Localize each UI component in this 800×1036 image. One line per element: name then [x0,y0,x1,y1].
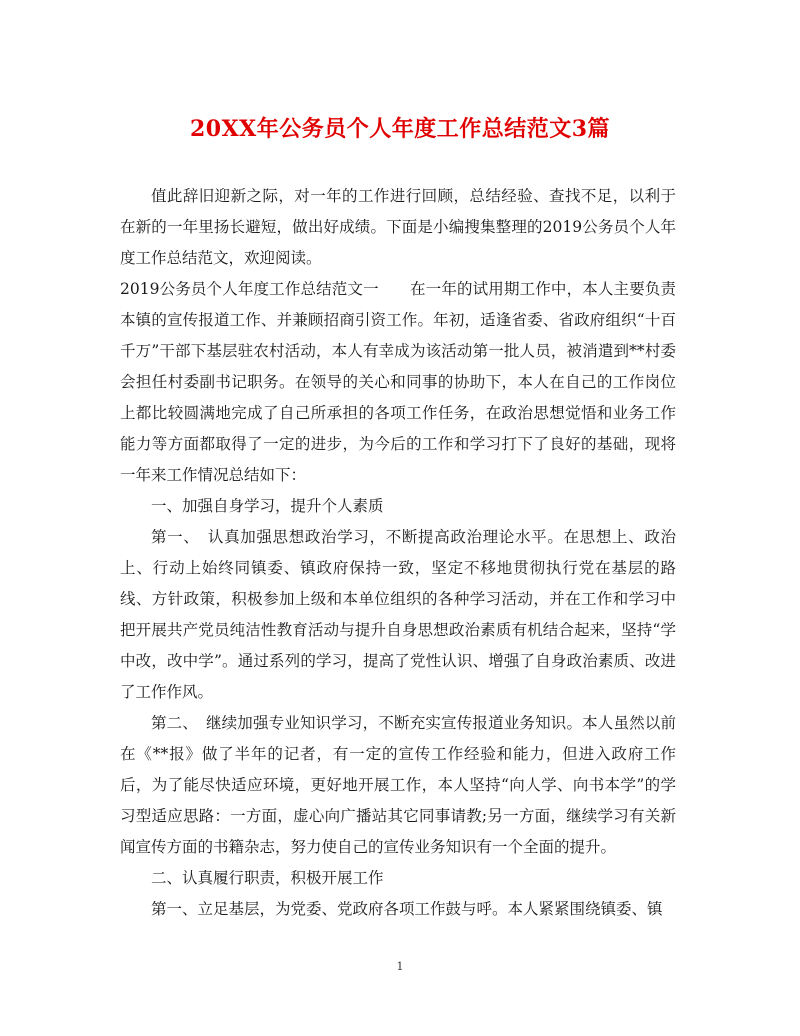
paragraph-intro: 值此辞旧迎新之际，对一年的工作进行回顾，总结经验、查找不足，以利于在新的一年里扬长避短，做出好成绩。下面是小编搜集整理的2019公务员个人年度工作总结范文，欢迎阅读。 [120,187,676,267]
heading-perform-duties: 二、认真履行职责，积极开展工作 [151,869,384,887]
paragraph-first-grassroots: 第一、立足基层，为党委、党政府各项工作鼓与呼。本人紧紧围绕镇委、镇 [151,900,663,918]
page-number: 1 [396,960,404,973]
heading-strengthen-study: 一、加强自身学习，提升个人素质 [151,497,384,515]
paragraph-first-political-study: 第一、 认真加强思想政治学习，不断提高政治理论水平。在思想上、政治上、行动上始终同镇委、镇政府保持一致，坚定不移地贯彻执行党在基层的路线、方针政策，积极参加上级和本单位组织的各种学习活动，并在工作和学习中把开展共产党员纯洁性教育活动与提升自身思想政治素质有机结合起来，坚持“学中改，改中学”。通过系列的学习，提高了党性认识、增强了自身政治素质、改进了工作作风。 [120,528,676,701]
paragraph-second-professional-study: 第二、 继续加强专业知识学习，不断充实宣传报道业务知识。本人虽然以前在《**报》做了半年的记者，有一定的宣传工作经验和能力，但进入政府工作后，为了能尽快适应环境，更好地开展工作，本人坚持“向人学、向书本学”的学习型适应思路：一方面，虚心向广播站其它同事请教;另一方面，继续学习有关新闻宣传方面的书籍杂志，努力使自己的宣传业务知识有一个全面的提升。 [120,714,676,856]
document-body [120,181,676,925]
document-title: 20XX年公务员个人年度工作总结范文3篇 [189,116,611,142]
paragraph-section-one-start: 2019公务员个人年度工作总结范文一 在一年的试用期工作中，本人主要负责本镇的宣传报道工作、并兼顾招商引资工作。年初，适逢省委、省政府组织“十百千万”干部下基层驻农村活动，本人有幸成为该活动第一批人员，被消遣到**村委会担任村委副书记职务。在领导的关心和同事的协助下，本人在自己的工作岗位上都比较圆满地完成了自己所承担的各项工作任务，在政治思想觉悟和业务工作能力等方面都取得了一定的进步，为今后的工作和学习打下了良好的基础，现将一年来工作情况总结如下： [120,280,676,484]
